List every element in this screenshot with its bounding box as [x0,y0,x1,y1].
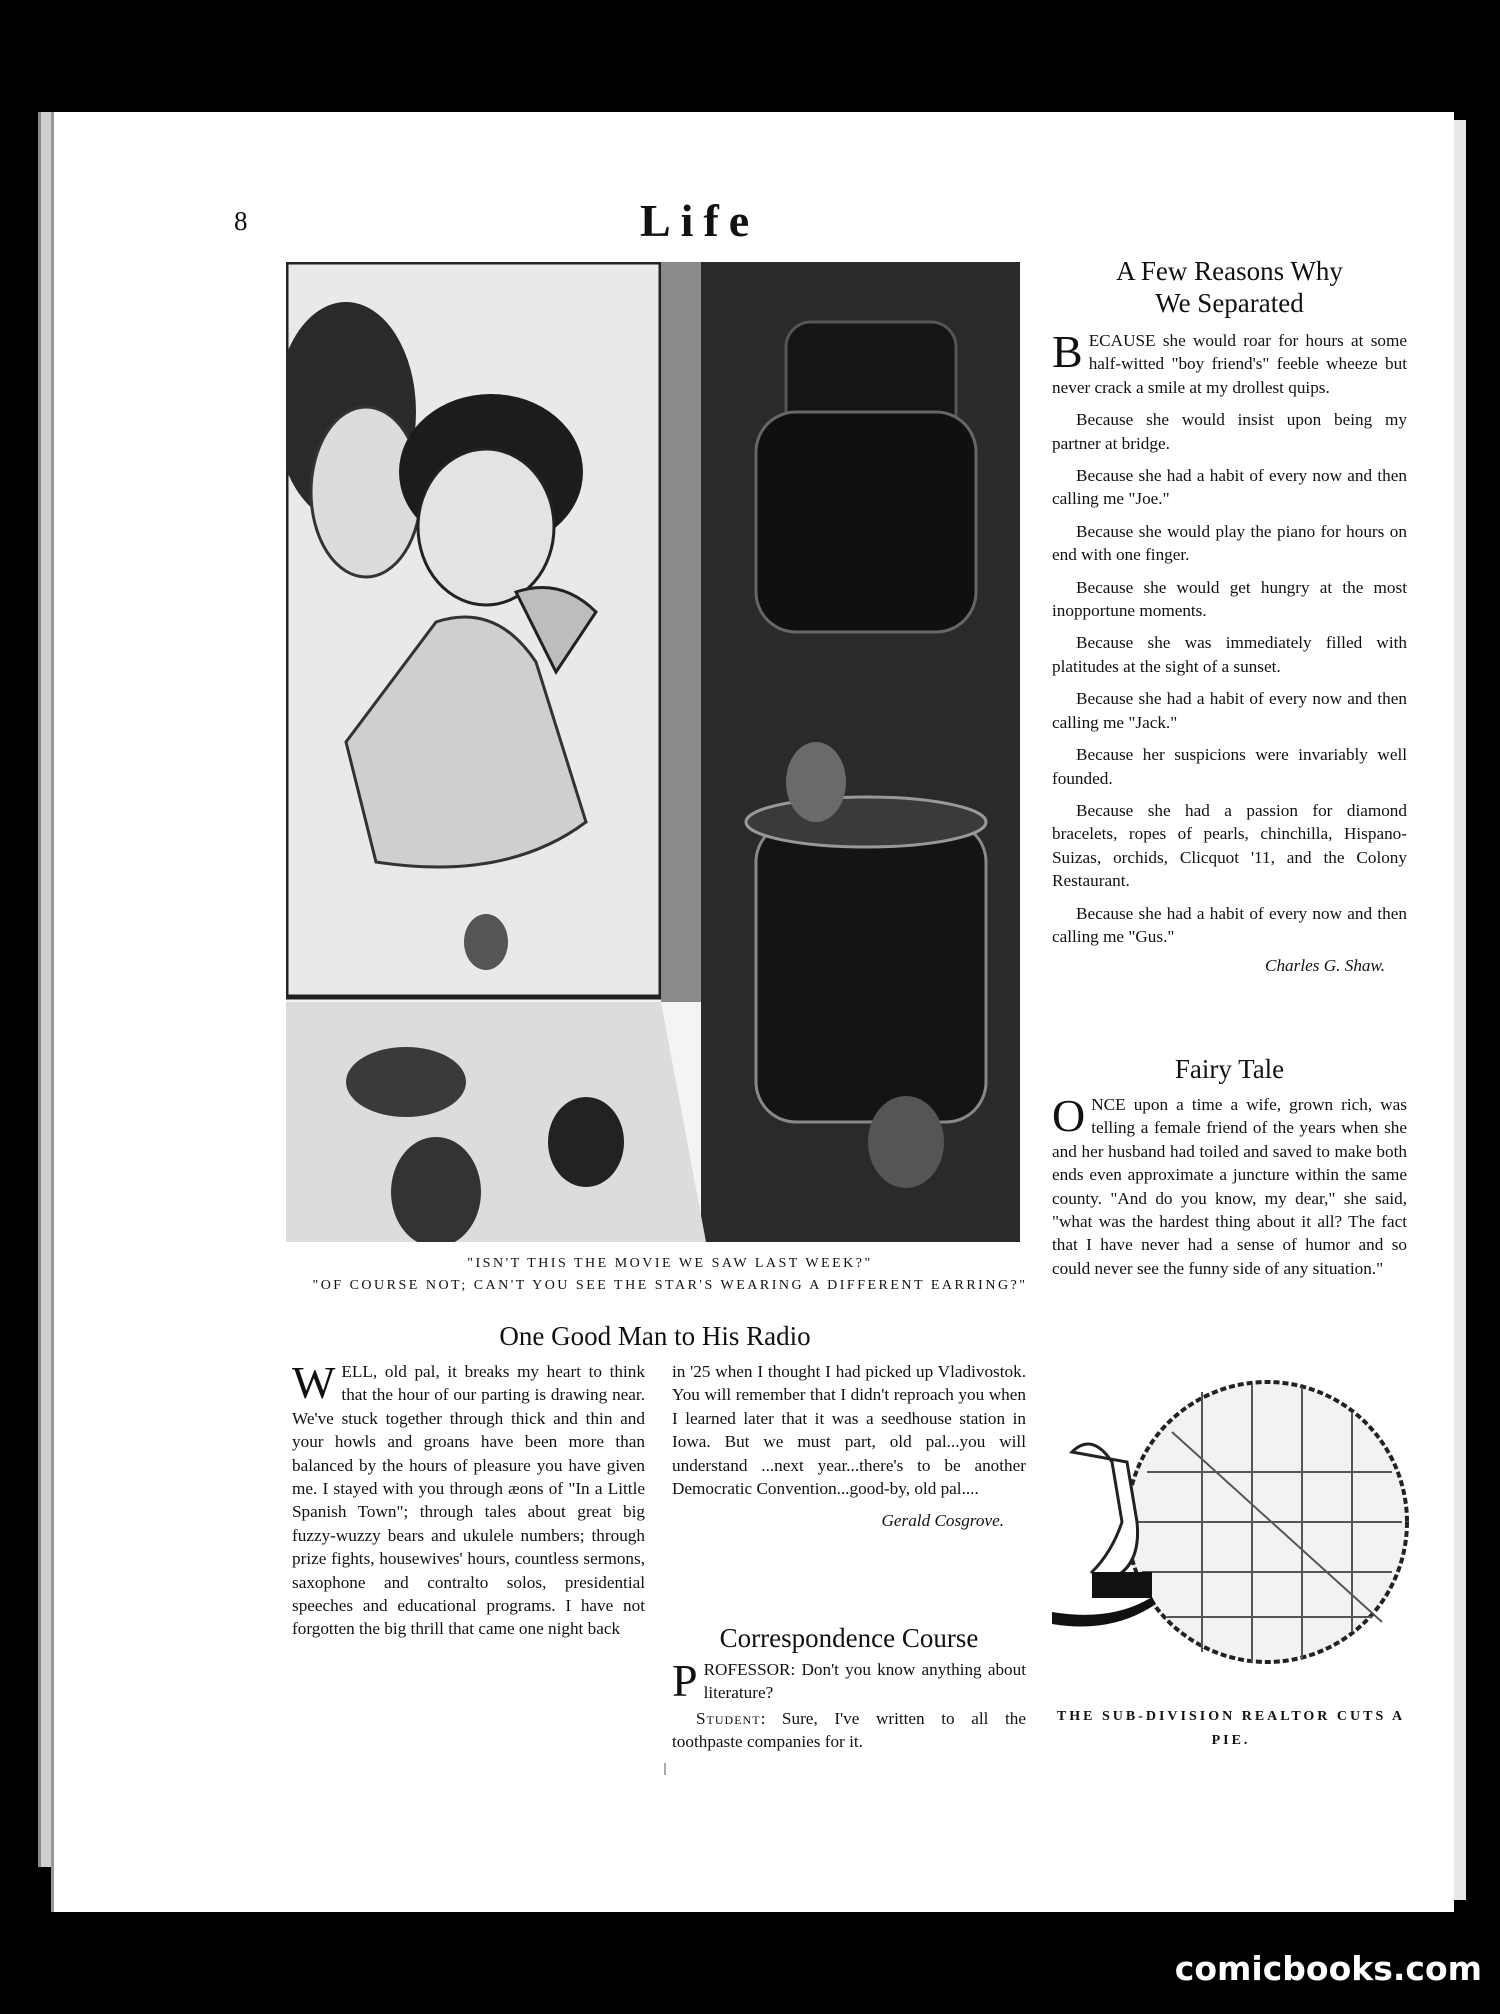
fairy-tale-article [1052,1053,1407,1289]
reasons-paragraph: Because she had a habit of every now and then calling me "Joe." [1052,466,1407,509]
reasons-drop-cap: B [1052,326,1083,377]
student-label: Student [696,1708,761,1728]
reasons-paragraph: Because her suspicions were invariably well founded. [1052,745,1407,788]
fairy-tale-body: NCE upon a time a wife, grown rich, was telling a female friend of the years when she and her husband had toiled and saved to make both ends even approximate a juncture within the same county. "And do you know, my dear," she said, "what was the hardest thing about it all? The fact that I have never had a sense of humor and so could never see the funny side of any situation." [1052,1095,1407,1278]
radio-column-1 [292,1357,645,1650]
radio-drop-cap: W [292,1357,336,1408]
correspondence-drop-cap: P [672,1655,698,1706]
correspondence-professor-line: ROFESSOR: Don't you know anything about literature? [703,1660,1026,1703]
correspondence-article [672,1622,1026,1763]
radio-title: One Good Man to His Radio [499,1321,811,1351]
reasons-paragraph: Because she was immediately filled with platitudes at the sight of a sunset. [1052,633,1407,676]
reasons-signature: Charles G. Shaw. [1264,956,1385,976]
radio-col1-text: ELL, old pal, it breaks my heart to think that the hour of our parting is drawing near. We've stuck together through thick and thin and your howls and groans have been more than balanced by the hours of pleasure you have given me. I stayed with you through æons of "In a Little Spanish Town"; through tales about great big fuzzy-wuzzy bears and ukulele numbers; through prize fights, housewives' hours, countless sermons, saxophone and contralto solos, presidential speeches and educational programs. I have not forgotten the big thrill that came one night back [292,1362,645,1639]
radio-col2-text: in '25 when I thought I had picked up Vladivostok. You will remember that I didn't reproach you when I learned later that it was a seedhouse station in Iowa. But we must part, old pal...you will understand ...next year...there's to be another Democratic Convention...good-by, old pal.... [672,1362,1026,1499]
fairy-tale-title: Fairy Tale [1174,1054,1285,1084]
reasons-paragraph: Because she would play the piano for hours on end with one finger. [1052,521,1407,565]
illustration-caption [270,1253,1070,1297]
fairy-tale-drop-cap: O [1052,1090,1086,1141]
movie-theater-illustration [286,262,1020,1242]
page-mark [664,1763,666,1775]
reasons-paragraph: Because she had a passion for diamond bracelets, ropes of pearls, chinchilla, Hispano-Suizas, orchids, Clicquot '11, and the Colony Restaurant. [1052,800,1407,891]
watermark: comicbooks.com [1174,1949,1482,1988]
reasons-paragraph: Because she had a habit of every now and then calling me "Gus." [1052,903,1407,946]
caption-line-1: "ISN'T THIS THE MOVIE WE SAW LAST WEEK?" [467,1256,873,1271]
reasons-paragraph: Because she had a habit of every now and then calling me "Jack." [1052,689,1407,732]
correspondence-title: Correspondence Course [719,1623,979,1653]
reasons-paragraph: Because she would get hungry at the most inopportune moments. [1052,577,1407,621]
radio-signature: Gerald Cosgrove. [881,1511,1004,1531]
reasons-article [1052,255,1407,978]
reasons-title-line-2: We Separated [1155,288,1304,318]
radio-column-2 [672,1360,1026,1533]
caption-line-2: "OF COURSE NOT; CAN'T YOU SEE THE STAR'S WEARING A DIFFERENT EARRING?" [312,1278,1028,1293]
page-number: 8 [234,206,248,236]
reasons-paragraph: ECAUSE she would roar for hours at some half-witted "boy friend's" feeble wheeze but never crack a smile at my drollest quips. [1052,331,1407,397]
realtor-pie-cartoon [1052,1372,1412,1672]
correspondence-student-line: : Sure, I've written to all the toothpaste companies for it. [672,1708,1026,1752]
page-right-edge [1454,120,1466,1900]
pie-cartoon-caption: THE SUB-DIVISION REALTOR CUTS A PIE. [1056,1709,1406,1748]
masthead-title: Life [640,195,760,246]
reasons-title-line-1: A Few Reasons Why [1116,256,1343,286]
reasons-paragraph: Because she would insist upon being my partner at bridge. [1052,410,1407,453]
